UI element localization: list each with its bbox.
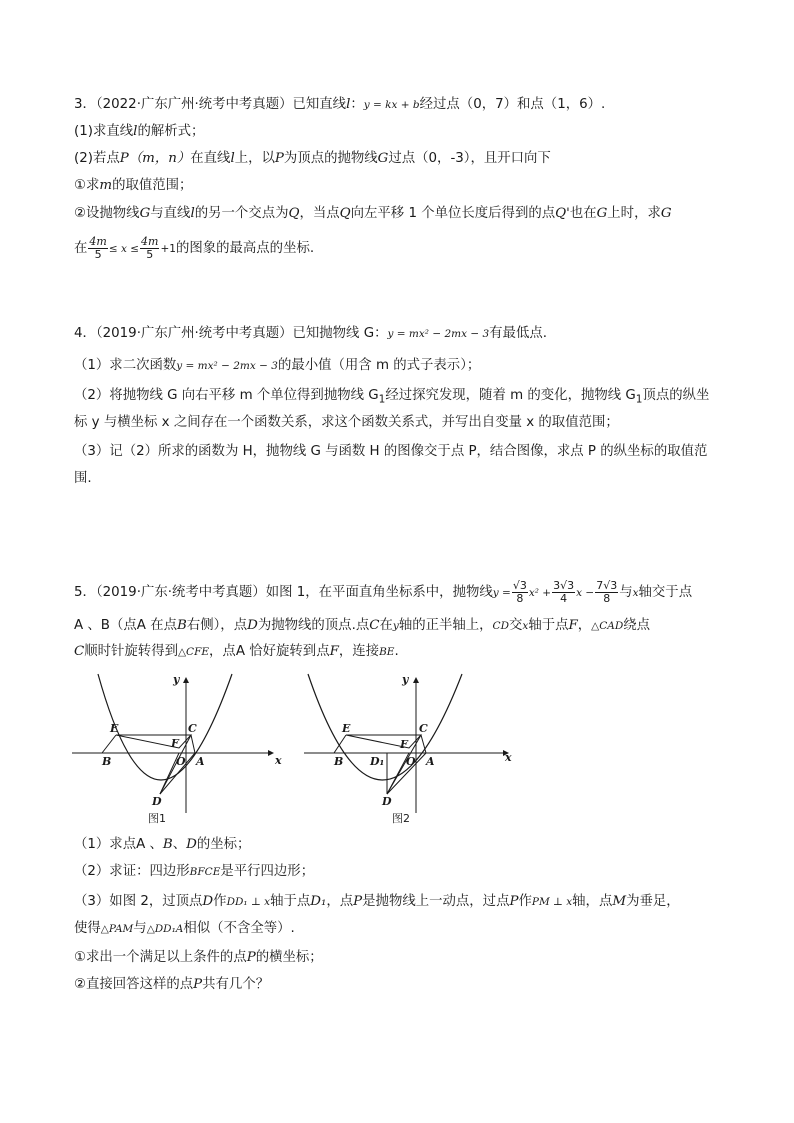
q4-part1: （1）求二次函数y = mx² − 2mx − 3的最小值（用含 m 的式子表示）； xyxy=(74,358,481,373)
q5-part2: （2）求证：四边形BFCE是平行四边形； xyxy=(74,864,315,879)
q5-part3: （3）如图 2，过顶点D作DD₁ ⊥ x轴于点D₁，点P是抛物线上一动点，过点P作PM ⊥ x轴，点M为垂足， xyxy=(74,894,680,909)
q3-line-equation: y = kx + b xyxy=(363,99,420,111)
triangle-ecfe xyxy=(116,735,191,748)
label-c: C xyxy=(188,722,197,735)
q5-sub1: ①求出一个满足以上条件的点P的横坐标； xyxy=(74,950,323,965)
q5-part1: （1）求点A 、B、D的坐标； xyxy=(74,837,251,852)
q5-source: （2019·广东·统考中考真题） xyxy=(95,585,266,600)
q4-part2: （2）将抛物线 G 向右平移 m 个单位得到抛物线 $G_1$经过探究发现，随着 m 的变化，抛物线 $G_1$顶点的纵坐 xyxy=(74,388,710,406)
segment-be xyxy=(102,735,116,753)
q3-sub2-cont: 在 $\frac{4m}{5}$ ≤ x ≤ $\frac{4m}{5}$ +1的图象的最高点的坐标. xyxy=(74,234,315,261)
q3-sub2: ②设抛物线G与直线l的另一个交点为Q，当点Q向左平移 1 个单位长度后得到的点Q'也在G上时，求G xyxy=(74,206,672,221)
label-d: D xyxy=(152,795,162,808)
figure-1-caption: 图1 xyxy=(148,812,166,825)
segment-ca xyxy=(191,735,195,753)
segment-be xyxy=(334,735,346,753)
label-y: y xyxy=(402,673,409,686)
label-a: A xyxy=(426,755,435,768)
q4-number: 4． xyxy=(74,326,96,341)
label-x: x xyxy=(275,754,282,767)
q3-number: 3． xyxy=(74,97,96,112)
q4-part3-cont: 围. xyxy=(74,471,92,486)
q5-part3-cont: 使得△PAM与△DD₁A相似（不含全等）. xyxy=(74,921,295,936)
q3-sub1: ①求m的取值范围； xyxy=(74,178,193,193)
q5-stem: 5．（2019·广东·统考中考真题）如图 1，在平面直角坐标系中，抛物线y = $\frac{√3}{8}$ x² + $\frac{3√3}{4}$ x − $\frac{7√3}{8}$ 与x轴交于点 xyxy=(74,578,693,605)
figure-2 xyxy=(302,668,517,816)
q3-part1: (1)求直线l的解析式； xyxy=(74,124,205,139)
label-e: E xyxy=(110,722,119,735)
q3-part2: (2)若点P（m，n）在直线l上，以P为顶点的抛物线G过点（0，-3），且开口向下 xyxy=(74,151,551,166)
q5-stem-line2: A 、B（点A 在点B右侧），点D为抛物线的顶点.点C在y轴的正半轴上，CD交x轴于点F，△CAD绕点 xyxy=(74,618,651,633)
label-e: E xyxy=(342,722,351,735)
label-b: B xyxy=(102,755,112,768)
triangle-ecfe xyxy=(346,735,421,748)
coef-1: $\frac{√3}{8}$ xyxy=(512,578,527,605)
label-f: F xyxy=(400,738,408,751)
q3-source: （2022·广东广州·统考中考真题） xyxy=(95,97,293,112)
label-c: C xyxy=(419,722,428,735)
q5-sub2: ②直接回答这样的点P共有几个？ xyxy=(74,977,270,992)
label-y: y xyxy=(173,673,180,686)
label-d: D xyxy=(382,795,392,808)
q4-stem: 4．（2019·广东广州·统考中考真题）已知抛物线 G：y = mx² − 2mx − 3有最低点. xyxy=(74,326,547,341)
figure-2-caption: 图2 xyxy=(392,812,410,825)
label-x: x xyxy=(505,751,512,764)
q5-number: 5． xyxy=(74,585,96,600)
q3-stem: 3．（2022·广东广州·统考中考真题）已知直线l：y = kx + b经过点（0，7）和点（1，6）. xyxy=(74,97,606,112)
parabola xyxy=(308,674,462,780)
label-a: A xyxy=(196,755,205,768)
label-o: O xyxy=(406,755,416,768)
fraction-4m-5-b: $\frac{4m}{5}$ xyxy=(141,234,159,261)
label-o: O xyxy=(176,755,186,768)
figure-1 xyxy=(70,668,285,816)
fraction-4m-5: $\frac{4m}{5}$ xyxy=(89,234,107,261)
label-d1: D₁ xyxy=(370,755,385,768)
q4-part2-cont: 标 y 与横坐标 x 之间存在一个函数关系，求这个函数关系式，并写出自变量 x 的取值范围； xyxy=(74,415,619,430)
q4-part3: （3）记（2）所求的函数为 H，抛物线 G 与函数 H 的图像交于点 P，结合图像，求点 P 的纵坐标的取值范 xyxy=(74,444,708,459)
coef-3: $\frac{7√3}{8}$ xyxy=(596,578,618,605)
q4-source: （2019·广东广州·统考中考真题） xyxy=(95,326,293,341)
coef-2: $\frac{3√3}{4}$ xyxy=(553,578,575,605)
q5-stem-line3: C顺时针旋转得到△CFE，点A 恰好旋转到点F，连接BE. xyxy=(74,644,399,659)
label-b: B xyxy=(334,755,344,768)
label-f: F xyxy=(171,737,179,750)
